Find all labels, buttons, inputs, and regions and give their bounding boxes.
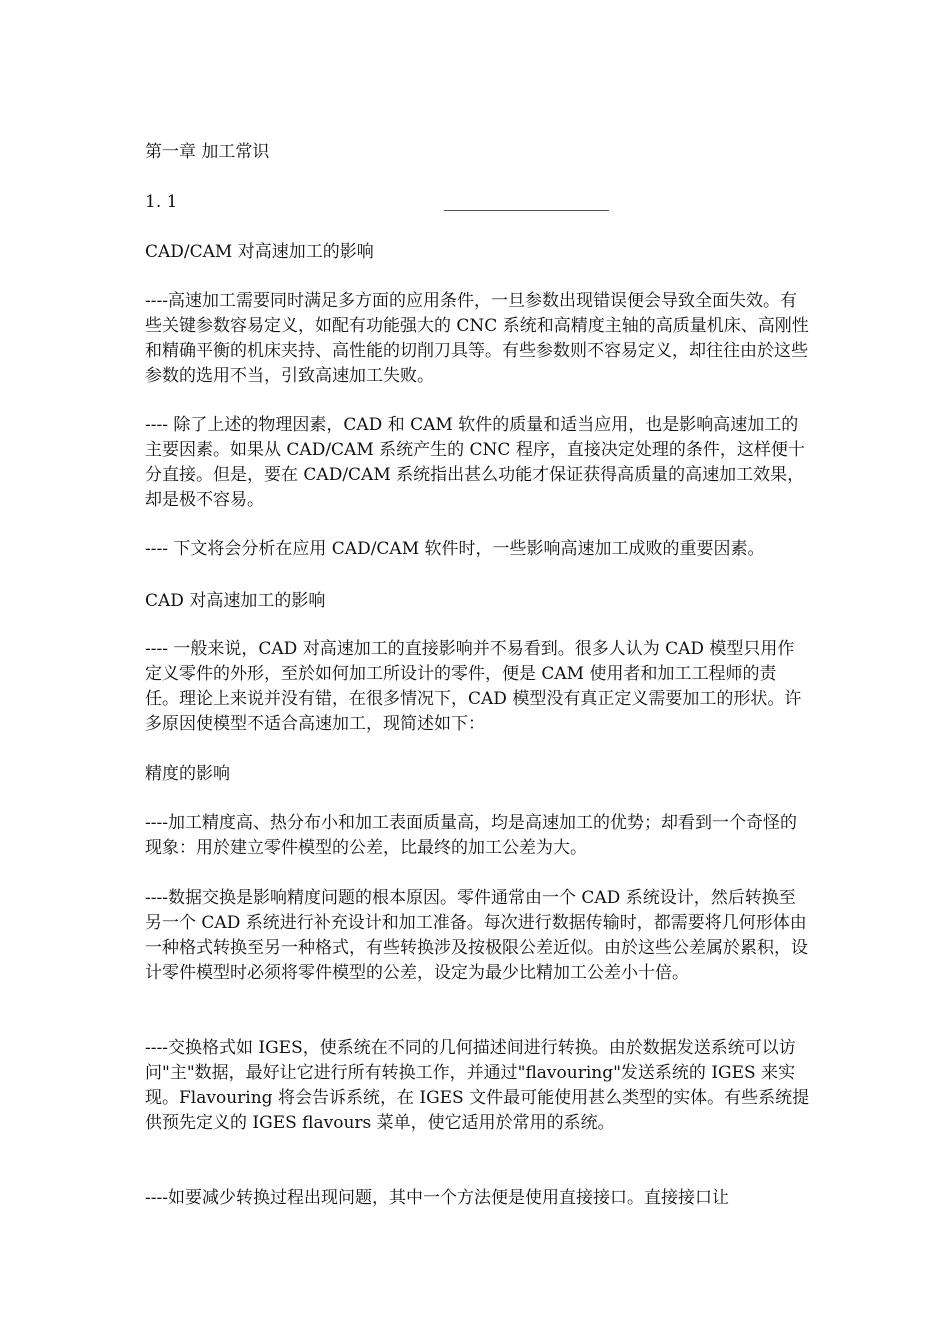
paragraph-2: ---- 除了上述的物理因素，CAD 和 CAM 软件的质量和适当应用，也是影响高速加工的主要因素。如果从 CAD/CAM 系统产生的 CNC 程序，直接决定处理的条件，这样便十分直接。但是，要在 CAD/CAM 系统指出甚么功能才保证获得高质量的高速加工效果，却是极不容易。: [145, 415, 805, 510]
subheading-precision: 精度的影响: [145, 764, 230, 784]
divider-line: [444, 210, 609, 211]
section-number: 1. 1: [145, 192, 178, 212]
paragraph-6: ----数据交换是影响精度问题的根本原因。零件通常由一个 CAD 系统设计，然后转换至另一个 CAD 系统进行补充设计和加工准备。每次进行数据传输时，都需要将几何形体由一种格式转换至另一种格式，有些转换涉及按极限公差近似。由於这些公差属於累积，设计零件模型时必须将零件模型的公差，设定为最少比精加工公差小十倍。: [145, 888, 808, 983]
subheading-cad-impact: CAD 对高速加工的影响: [145, 591, 326, 611]
chapter-title: 第一章 加工常识: [145, 142, 270, 162]
paragraph-5: ----加工精度高、热分布小和加工表面质量高，均是高速加工的优势；却看到一个奇怪的现象：用於建立零件模型的公差，比最终的加工公差为大。: [145, 813, 797, 858]
paragraph-8: ----如要减少转换过程出现问题，其中一个方法便是使用直接接口。直接接口让: [145, 1188, 729, 1208]
paragraph-3: ---- 下文将会分析在应用 CAD/CAM 软件时，一些影响高速加工成败的重要因素。: [145, 539, 765, 559]
paragraph-4: ---- 一般来说，CAD 对高速加工的直接影响并不易看到。很多人认为 CAD 模型只用作定义零件的外形，至於如何加工所设计的零件，便是 CAM 使用者和加工工程师的责任。理论上来说并没有错，在很多情况下，CAD 模型没有真正定义需要加工的形状。许多原因使模型不适合高速加工，现简述如下：: [145, 639, 802, 734]
section-title: CAD/CAM 对高速加工的影响: [145, 242, 374, 262]
paragraph-7: ----交换格式如 IGES，使系统在不同的几何描述间进行转换。由於数据发送系统可以访问"主"数据，最好让它进行所有转换工作，并通过"flavouring"发送系统的 IGES 来实现。Flavouring 将会告诉系统，在 IGES 文件最可能使用甚么类型的实体。有些系统提供预先定义的 IGES flavours 菜单，使它适用於常用的系统。: [145, 1038, 810, 1133]
paragraph-1: ----高速加工需要同时满足多方面的应用条件，一旦参数出现错误便会导致全面失效。有些关键参数容易定义，如配有功能强大的 CNC 系统和高精度主轴的高质量机床、高刚性和精确平衡的机床夹持、高性能的切削刀具等。有些参数则不容易定义，却往往由於这些参数的选用不当，引致高速加工失败。: [145, 291, 809, 386]
